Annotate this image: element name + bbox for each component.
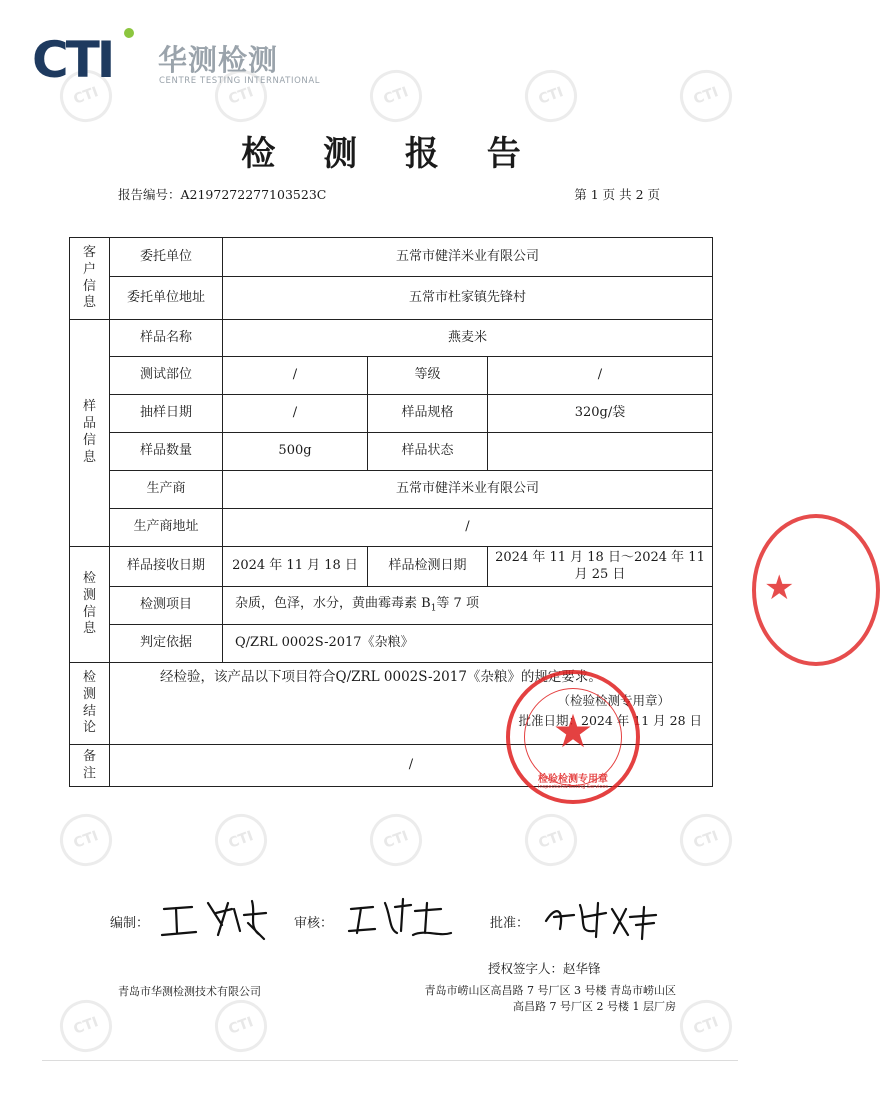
field-value: 2024 年 11 月 18 日～2024 年 11 月 25 日 (488, 547, 713, 587)
field-value: 杂质，色泽，水分，黄曲霉毒素 $B_1$等 7 项 (223, 587, 713, 625)
footer-company: 青岛市华测检测技术有限公司 (118, 985, 261, 998)
table-row (70, 547, 713, 587)
editor-signature (156, 895, 271, 945)
field-value: / (223, 395, 368, 433)
footer-address-line: 青岛市崂山区高昌路 7 号厂区 3 号楼 青岛市崂山区 (424, 984, 676, 997)
field-label: 样品检测日期 (368, 547, 488, 587)
table-row (70, 238, 713, 277)
field-label: 抽样日期 (110, 395, 223, 433)
field-value: / (488, 357, 713, 395)
watermark-logo: CTI (208, 993, 275, 1060)
table-row (70, 471, 713, 509)
section-label-remark: 备 注 (70, 745, 110, 787)
field-value: 燕麦米 (223, 320, 713, 357)
field-value (488, 433, 713, 471)
field-label: 样品接收日期 (110, 547, 223, 587)
watermark-logo: CTI (53, 63, 120, 130)
logo-english-name: CENTRE TESTING INTERNATIONAL (159, 76, 321, 86)
watermark-logo: CTI (363, 63, 430, 130)
watermark-logo: CTI (518, 807, 585, 874)
page-info: 第 1 页 共 2 页 (574, 187, 660, 202)
field-value: / (223, 357, 368, 395)
footer-address-line: 高昌路 7 号厂区 2 号楼 1 层厂房 (513, 999, 676, 1013)
field-label: 生产商 (110, 471, 223, 509)
section-label-conclusion: 检 测 结 论 (70, 663, 110, 745)
report-number: 报告编号：A2197272277103523C (118, 187, 327, 202)
watermark-logo: CTI (673, 807, 740, 874)
watermark-logo: CTI (673, 993, 740, 1060)
seal-star-icon: ★ (552, 704, 594, 758)
watermark-logo: CTI (518, 63, 585, 130)
field-value: 五常市健洋米业有限公司 (223, 471, 713, 509)
reviewer-signature (345, 893, 455, 943)
field-label: 委托单位 (110, 238, 223, 277)
seal-label: 检验检测专用章 (538, 774, 608, 785)
seal-subtitle: Inspection&Testing Services (538, 784, 608, 790)
section-label-sample: 样 品 信 息 (70, 320, 110, 547)
field-label: 检测项目 (110, 587, 223, 625)
watermark-logo: CTI (53, 807, 120, 874)
field-value: 五常市杜家镇先锋村 (223, 277, 713, 320)
field-label: 测试部位 (110, 357, 223, 395)
seal-star-icon: ★ (764, 568, 795, 608)
table-row (70, 357, 713, 395)
field-label: 样品规格 (368, 395, 488, 433)
field-label: 委托单位地址 (110, 277, 223, 320)
logo-chinese-name: 华测检测 (158, 43, 279, 77)
report-title: 检 测 报 告 (241, 134, 539, 174)
table-row (70, 625, 713, 663)
watermark-logo: CTI (673, 63, 740, 130)
watermark-logo: CTI (208, 63, 275, 130)
bottom-divider (42, 1060, 738, 1061)
partial-seal (752, 514, 880, 666)
reviewer-label: 审核： (294, 916, 334, 931)
conclusion-stamp-label: （检验检测专用章） (557, 693, 670, 708)
table-row (70, 320, 713, 357)
conclusion-text: 经检验，该产品以下项目符合Q/ZRL 0002S-2017《杂粮》的规定要求。 (160, 669, 602, 685)
table-row (70, 395, 713, 433)
logo-mark: CTI (32, 31, 113, 89)
approver-signature (540, 895, 660, 945)
approval-date: 批准日期：2024 年 11 月 28 日 (518, 713, 702, 728)
section-label-client: 客 户 信 息 (70, 238, 110, 320)
field-value: 五常市健洋米业有限公司 (223, 238, 713, 277)
watermark-logo: CTI (53, 993, 120, 1060)
footer-address (425, 983, 676, 1015)
table-row (70, 277, 713, 320)
field-value: 320g/袋 (488, 395, 713, 433)
field-value: / (223, 509, 713, 547)
field-label: 等级 (368, 357, 488, 395)
field-value: Q/ZRL 0002S-2017《杂粮》 (223, 625, 713, 663)
field-label: 样品数量 (110, 433, 223, 471)
table-row (70, 433, 713, 471)
watermark-logo: CTI (208, 807, 275, 874)
section-label-test: 检 测 信 息 (70, 547, 110, 663)
field-label: 生产商地址 (110, 509, 223, 547)
field-label: 样品名称 (110, 320, 223, 357)
field-label: 样品状态 (368, 433, 488, 471)
field-value: 500g (223, 433, 368, 471)
field-label: 判定依据 (110, 625, 223, 663)
watermark-logo: CTI (363, 807, 430, 874)
editor-label: 编制： (110, 916, 150, 931)
remark-value: / (110, 745, 713, 787)
official-seal (506, 670, 640, 804)
table-row (70, 587, 713, 625)
authorized-signer: 授权签字人：赵华锋 (488, 961, 601, 976)
logo-dot (124, 28, 134, 38)
table-row (70, 509, 713, 547)
field-value: 2024 年 11 月 18 日 (223, 547, 368, 587)
approver-label: 批准： (490, 916, 530, 931)
